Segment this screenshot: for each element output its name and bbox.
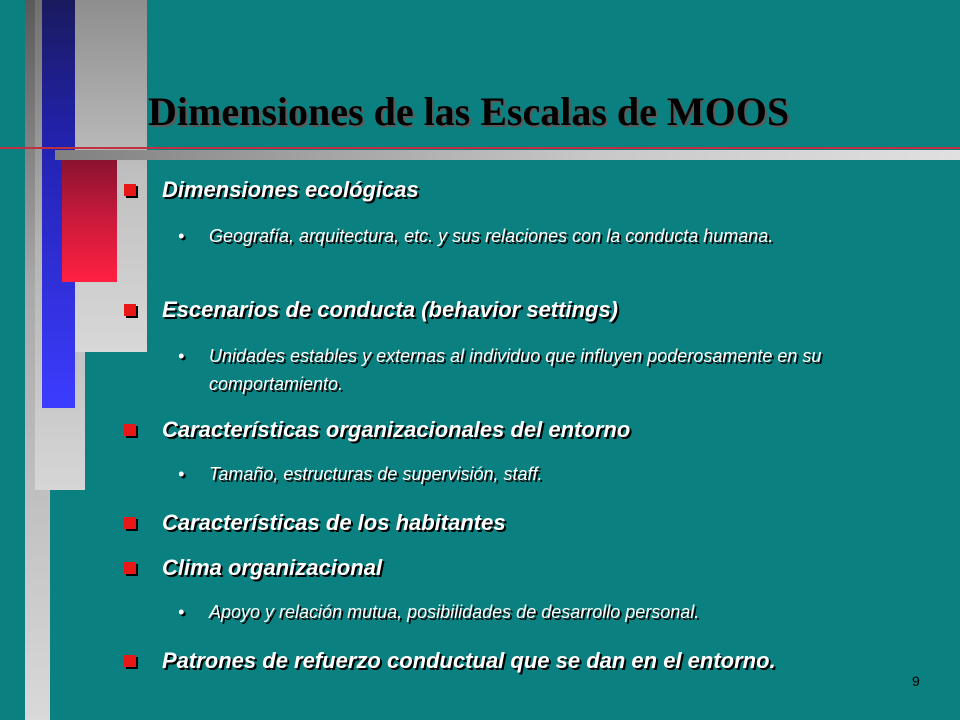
sub-bullet-item (178, 598, 882, 626)
sub-bullet-dot-icon: • (178, 602, 185, 622)
bullet-square-icon (124, 517, 136, 529)
bullet-label: Patrones de refuerzo conductual que se dan en el entorno. (162, 648, 776, 673)
sub-bullet-dot-icon: • (178, 464, 185, 484)
sub-bullet-item (178, 460, 882, 488)
bullet-square-icon (124, 655, 136, 667)
bullet-item (124, 415, 924, 445)
title-underline-gray (55, 150, 960, 160)
sub-bullet-text: Apoyo y relación mutua, posibilidades de desarrollo personal. (209, 602, 700, 622)
bullet-square-icon (124, 424, 136, 436)
bullet-square-icon (124, 562, 136, 574)
slide-title: Dimensiones de las Escalas de MOOS (148, 89, 790, 134)
bullet-item (124, 553, 924, 583)
sub-bullet-text: Unidades estables y externas al individuo que influyen poderosamente en su comportamiento. (209, 346, 822, 394)
bullet-item (124, 508, 924, 538)
sub-bullet-dot-icon: • (178, 346, 185, 366)
bullet-label: Características organizacionales del entorno (162, 417, 631, 442)
sub-bullet-dot-icon: • (178, 226, 185, 246)
bullet-item (124, 295, 924, 325)
page-number: 9 (912, 673, 920, 689)
bullet-item (124, 175, 924, 205)
bullet-item (124, 646, 944, 676)
bullet-square-icon (124, 184, 136, 196)
sub-bullet-text: Geografía, arquitectura, etc. y sus relaciones con la conducta humana. (209, 226, 774, 246)
bullet-label: Características de los habitantes (162, 510, 506, 535)
bullet-label: Clima organizacional (162, 555, 383, 580)
sub-bullet-item (178, 222, 882, 250)
bullet-label: Escenarios de conducta (behavior settings) (162, 297, 619, 322)
title-underline-red (0, 147, 960, 149)
bullet-label: Dimensiones ecológicas (162, 177, 419, 202)
sub-bullet-item (178, 342, 882, 398)
bullet-square-icon (124, 304, 136, 316)
sub-bullet-text: Tamaño, estructuras de supervisión, staff. (209, 464, 543, 484)
decor-red-block (62, 160, 117, 282)
